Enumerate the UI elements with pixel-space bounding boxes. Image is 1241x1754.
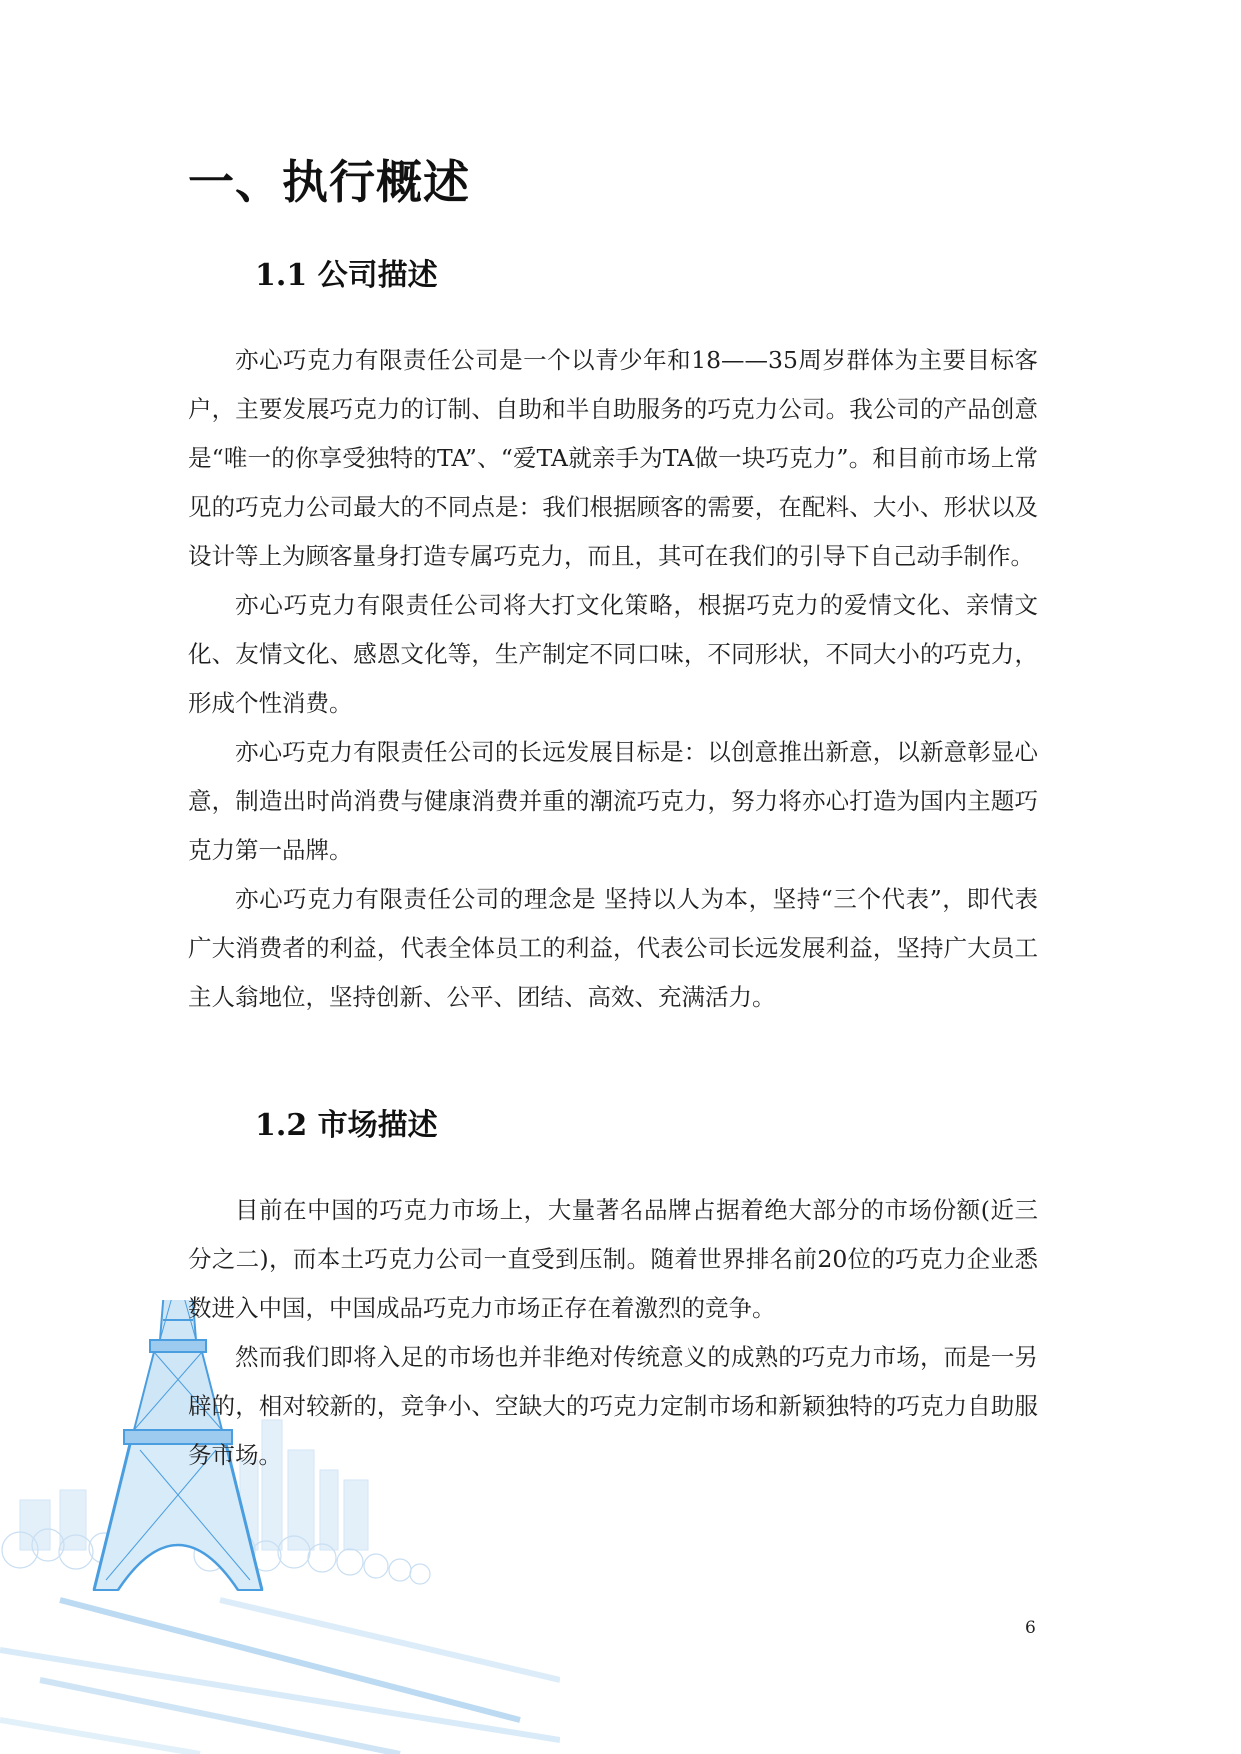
section-title-market: 1.2 市场描述 — [255, 1108, 438, 1143]
paragraph: 亦心巧克力有限责任公司是一个以青少年和18——35周岁群体为主要目标客户，主要发展巧克力的订制、自助和半自助服务的巧克力公司。我公司的产品创意是“唯一的你享受独特的TA”、“爱TA就亲手为TA做一块巧克力”。和目前市场上常见的巧克力公司最大的不同点是：我们根据顾客的需要，在配料、大小、形状以及设计等上为顾客量身打造专属巧克力，而且，其可在我们的引导下自己动手制作。 — [188, 346, 1038, 570]
paragraph: 亦心巧克力有限责任公司的理念是 坚持以人为本，坚持“三个代表”，即代表广大消费者的利益，代表全体员工的利益，代表公司长远发展利益，坚持广大员工主人翁地位，坚持创新、公平、团结、高效、充满活力。 — [188, 885, 1038, 1011]
chapter-title: 一、执行概述 — [188, 155, 470, 209]
paragraph: 亦心巧克力有限责任公司将大打文化策略，根据巧克力的爱情文化、亲情文化、友情文化、感恩文化等，生产制定不同口味，不同形状，不同大小的巧克力，形成个性消费。 — [188, 591, 1038, 717]
section-body-market — [188, 1186, 1038, 1480]
paragraph: 然而我们即将入足的市场也并非绝对传统意义的成熟的巧克力市场，而是一另辟的，相对较新的，竞争小、空缺大的巧克力定制市场和新颖独特的巧克力自助服务市场。 — [188, 1343, 1038, 1469]
page-number: 6 — [1025, 1618, 1036, 1638]
section-body-company — [188, 336, 1038, 1022]
road-lines — [0, 1600, 560, 1754]
section-title-company: 1.1 公司描述 — [255, 258, 438, 293]
paragraph: 亦心巧克力有限责任公司的长远发展目标是：以创意推出新意，以新意彰显心意，制造出时尚消费与健康消费并重的潮流巧克力，努力将亦心打造为国内主题巧克力第一品牌。 — [188, 738, 1038, 864]
paragraph: 目前在中国的巧克力市场上，大量著名品牌占据着绝大部分的市场份额(近三分之二)，而本土巧克力公司一直受到压制。随着世界排名前20位的巧克力企业悉数进入中国，中国成品巧克力市场正存在着激烈的竞争。 — [188, 1196, 1038, 1322]
